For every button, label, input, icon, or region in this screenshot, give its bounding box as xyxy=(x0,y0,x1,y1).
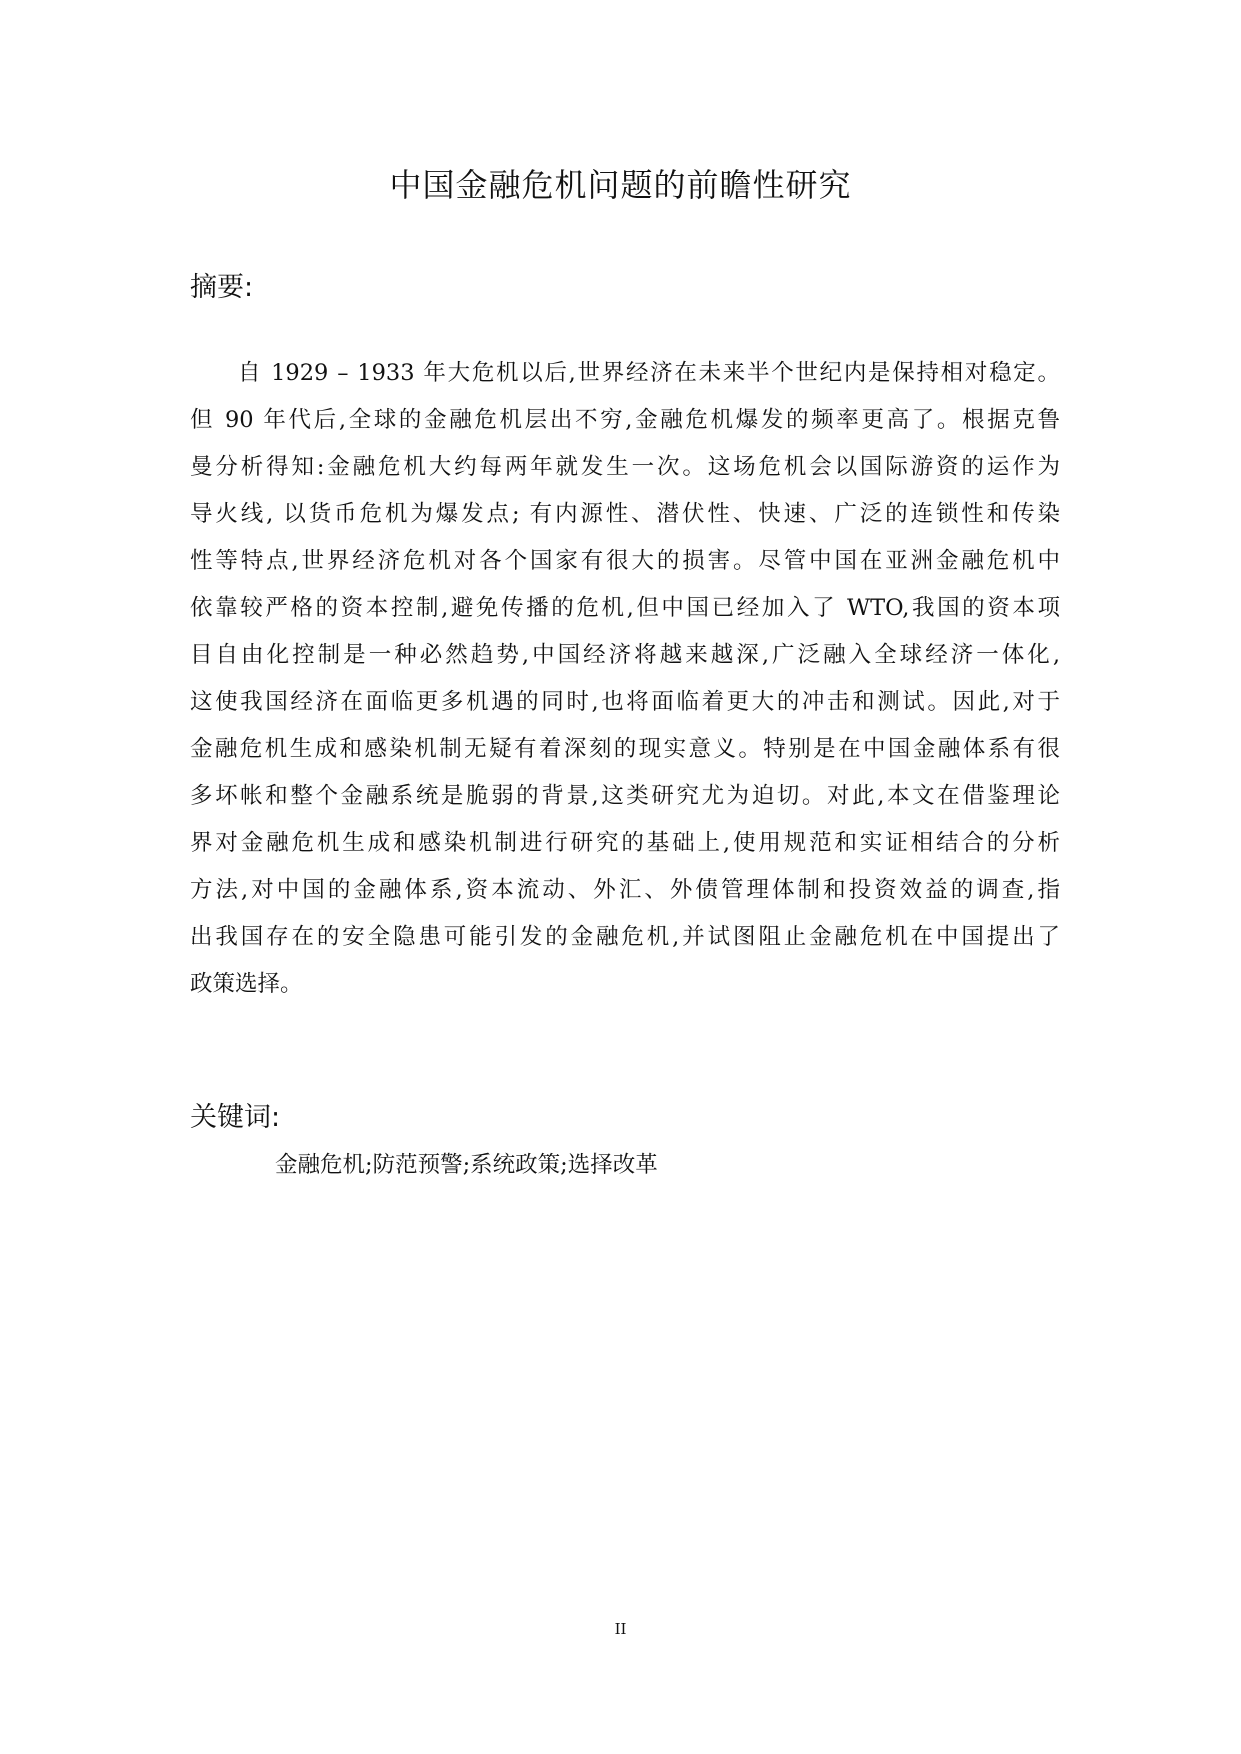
abstract-body xyxy=(190,350,1060,1008)
abstract-line: 出我国存在的安全隐患可能引发的金融危机,并试图阻止金融危机在中国提出了 xyxy=(190,924,1060,950)
abstract-line: 方法,对中国的金融体系,资本流动、外汇、外债管理体制和投资效益的调查,指 xyxy=(190,877,1060,903)
abstract-line: 金融危机生成和感染机制无疑有着深刻的现实意义。特别是在中国金融体系有很 xyxy=(190,736,1060,762)
abstract-line: 自 1929 – 1933 年大危机以后,世界经济在未来半个世纪内是保持相对稳定。 xyxy=(238,360,1060,386)
abstract-line: 依靠较严格的资本控制,避免传播的危机,但中国已经加入了 WTO,我国的资本项 xyxy=(190,595,1060,621)
keywords-heading: 关键词: xyxy=(190,1102,281,1133)
document-title: 中国金融危机问题的前瞻性研究 xyxy=(389,166,852,204)
abstract-line: 性等特点,世界经济危机对各个国家有很大的损害。尽管中国在亚洲金融危机中 xyxy=(190,548,1060,574)
abstract-line: 这使我国经济在面临更多机遇的同时,也将面临着更大的冲击和测试。因此,对于 xyxy=(190,689,1060,715)
abstract-line: 导火线, 以货币危机为爆发点; 有内源性、潜伏性、快速、广泛的连锁性和传染 xyxy=(190,501,1060,527)
page-number: II xyxy=(614,1620,627,1638)
abstract-line: 界对金融危机生成和感染机制进行研究的基础上,使用规范和实证相结合的分析 xyxy=(190,830,1060,856)
abstract-line: 曼分析得知:金融危机大约每两年就发生一次。这场危机会以国际游资的运作为 xyxy=(190,454,1060,480)
keywords-text: 金融危机;防范预警;系统政策;选择改革 xyxy=(275,1152,658,1178)
abstract-heading: 摘要: xyxy=(190,272,254,303)
abstract-line: 目自由化控制是一种必然趋势,中国经济将越来越深,广泛融入全球经济一体化, xyxy=(190,642,1060,668)
abstract-line: 多坏帐和整个金融系统是脆弱的背景,这类研究尤为迫切。对此,本文在借鉴理论 xyxy=(190,783,1060,809)
abstract-line: 政策选择。 xyxy=(190,971,303,997)
abstract-line: 但 90 年代后,全球的金融危机层出不穷,金融危机爆发的频率更高了。根据克鲁 xyxy=(190,407,1060,433)
